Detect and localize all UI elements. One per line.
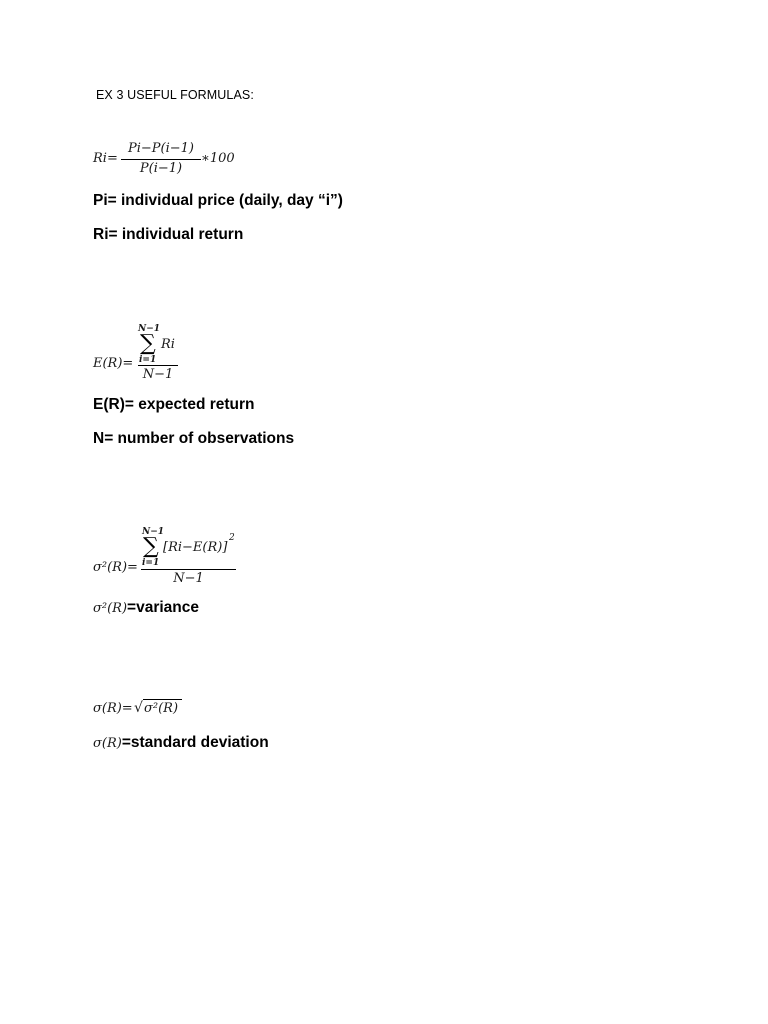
- variance-formula-lhs: σ²(R)=: [93, 560, 138, 575]
- return-formula-tail: ∗100: [201, 151, 235, 166]
- stdev-symbol: σ(R): [93, 736, 122, 751]
- variance-exponent: 2: [229, 533, 235, 543]
- definition-n: N= number of observations: [93, 430, 295, 447]
- sum-upper-limit: N−1: [142, 527, 165, 537]
- page-heading: EX 3 USEFUL FORMULAS:: [96, 88, 254, 102]
- definition-ri: Ri= individual return: [93, 226, 244, 243]
- radical-sign: √: [134, 700, 143, 716]
- definition-stdev: [93, 734, 269, 752]
- return-formula-numerator: Pi−P(i−1): [127, 141, 194, 156]
- sum-symbol: ∑: [140, 331, 156, 356]
- fraction-bar: [121, 159, 201, 160]
- definition-expected-return: E(R)= expected return: [93, 396, 255, 413]
- expected-formula-lhs: E(R)=: [93, 356, 134, 371]
- stdev-formula-lhs: σ(R)=: [93, 701, 133, 716]
- stdev-formula-radicand: σ²(R): [144, 701, 179, 716]
- radical-bar: [143, 699, 182, 700]
- variance-symbol: σ²(R): [93, 601, 128, 616]
- sum-lower-limit: i=1: [142, 558, 160, 568]
- sum-lower-limit: i=1: [139, 355, 157, 365]
- fraction-bar: [141, 569, 236, 570]
- fraction-bar: [138, 365, 178, 366]
- expected-formula-denominator: N−1: [142, 367, 174, 382]
- sum-symbol: ∑: [143, 534, 159, 559]
- return-formula-lhs: Ri=: [93, 151, 118, 166]
- definition-variance: [93, 599, 199, 617]
- sum-upper-limit: N−1: [138, 324, 161, 334]
- variance-label: =variance: [127, 599, 199, 616]
- return-formula-denominator: P(i−1): [139, 161, 183, 176]
- definition-pi: Pi= individual price (daily, day “i”): [93, 192, 343, 209]
- variance-formula-denominator: N−1: [173, 571, 204, 586]
- expected-formula-summand: Ri: [161, 337, 175, 352]
- stdev-label: =standard deviation: [121, 734, 269, 751]
- variance-formula-summand: [Ri−E(R)]: [163, 540, 228, 555]
